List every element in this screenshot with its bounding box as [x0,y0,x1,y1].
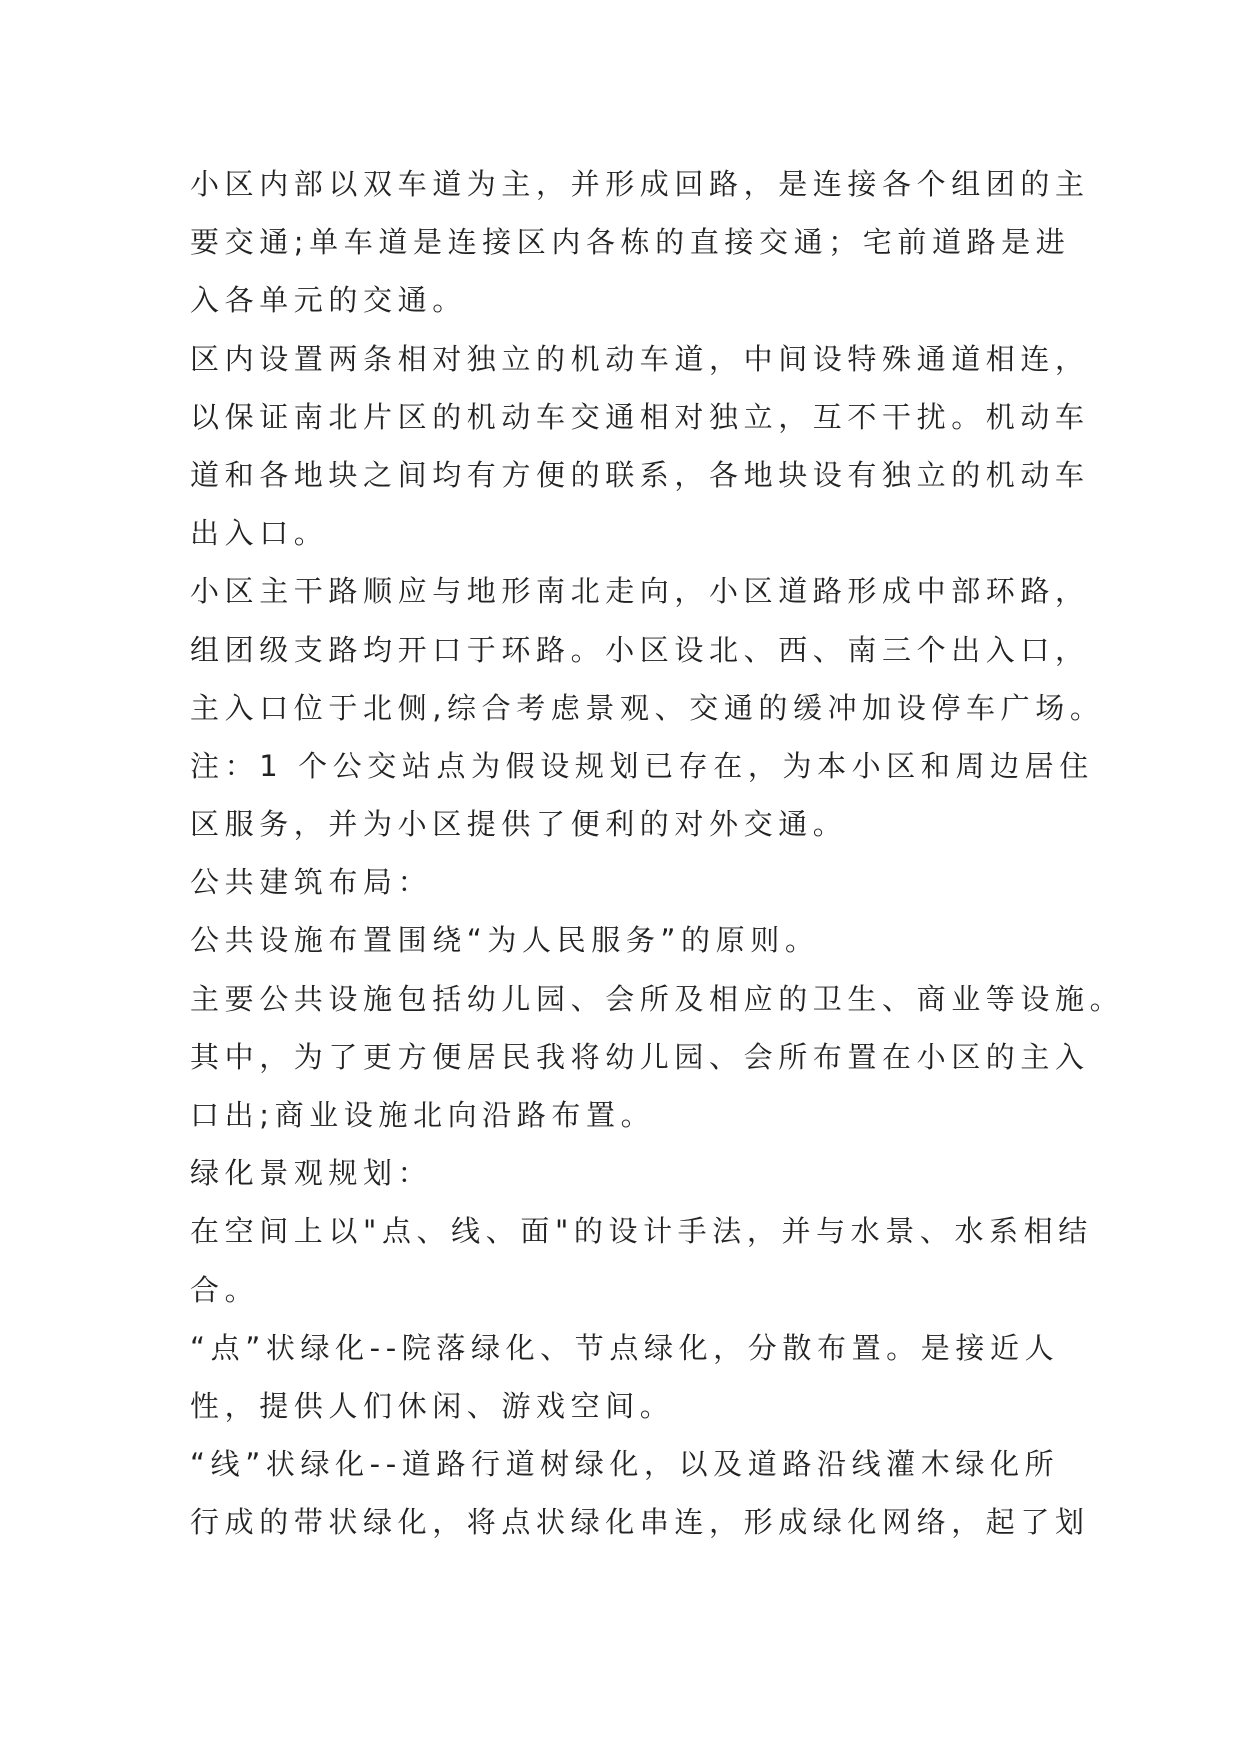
text-line: 入各单元的交通。 [190,283,467,318]
text-line: 主要公共设施包括幼儿园、会所及相应的卫生、商业等设施。 [190,981,1125,1016]
text-line: 要交通;单车道是连接区内各栋的直接交通；宅前道路是进 [190,225,1071,260]
text-line: 口出;商业设施北向沿路布置。 [190,1098,656,1132]
text-line: 组团级支路均开口于环路。小区设北、西、南三个出入口， [190,632,1090,667]
text-line: 注：1 个公交站点为假设规划已存在，为本小区和周边居住 [190,748,1094,783]
text-line: 区内设置两条相对独立的机动车道，中间设特殊通道相连， [190,341,1090,376]
text-line: 小区内部以双车道为主，并形成回路，是连接各个组团的主 [190,167,1090,201]
text-line: 道和各地块之间均有方便的联系，各地块设有独立的机动车 [190,457,1090,492]
text-line: 区服务，并为小区提供了便利的对外交通。 [190,807,848,842]
text-line: 其中，为了更方便居民我将幼儿园、会所布置在小区的主入 [190,1039,1090,1074]
text-line: 主入口位于北侧,综合考虑景观、交通的缓冲加设停车广场。 [190,690,1105,725]
text-line: 公共设施布置围绕“为人民服务”的原则。 [190,923,820,958]
text-line: 出入口。 [190,516,329,551]
document-body [190,155,1125,1552]
section-heading: 绿化景观规划： [190,1156,433,1191]
text-line: 小区主干路顺应与地形南北走向，小区道路形成中部环路， [190,574,1090,609]
text-line: 行成的带状绿化，将点状绿化串连，形成绿化网络，起了划 [190,1505,1090,1540]
text-line: “点”状绿化--院落绿化、节点绿化，分散布置。是接近人 [190,1330,1060,1365]
text-line: 在空间上以"点、线、面"的设计手法，并与水景、水系相结 [190,1214,1093,1249]
text-line: 以保证南北片区的机动车交通相对独立，互不干扰。机动车 [190,399,1090,434]
text-line: 性，提供人们休闲、游戏空间。 [190,1388,675,1423]
text-line: “线”状绿化--道路行道树绿化，以及道路沿线灌木绿化所 [190,1447,1060,1482]
section-heading: 公共建筑布局： [190,865,433,900]
text-line: 合。 [190,1272,260,1307]
